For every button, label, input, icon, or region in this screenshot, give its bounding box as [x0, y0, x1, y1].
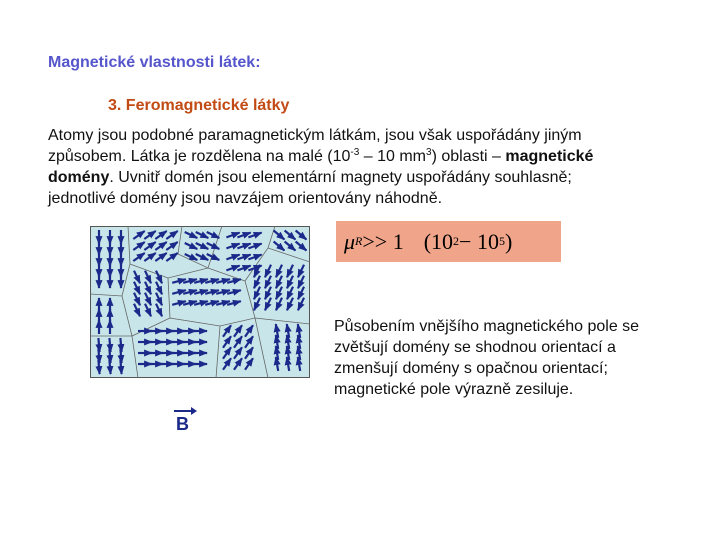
intro-exponent: -3 [350, 147, 360, 158]
field-effect-description [334, 316, 694, 400]
intro-text: . Uvnitř domén jsou elementární magnety uspořádány souhlasně; [109, 169, 572, 186]
intro-line-2 [48, 146, 688, 167]
desc-line-4: magnetické pole výrazně zesiluje. [334, 381, 574, 398]
slide-title: Magnetické vlastnosti látek: [48, 54, 261, 71]
desc-line-3: zmenšují domény s opačnou orientací; [334, 360, 608, 377]
formula-mu: μ [344, 228, 356, 254]
formula-subscript: R [355, 234, 363, 248]
intro-term: magnetické [505, 148, 594, 165]
intro-text: ) oblasti – [431, 148, 506, 165]
section-title: 3. Feromagnetické látky [108, 97, 290, 114]
elementary-magnet-arrow [98, 360, 99, 374]
field-vector-label [174, 410, 198, 438]
intro-text: – 10 mm [359, 148, 426, 165]
intro-line-3 [48, 167, 688, 188]
formula-relation: >> 1 [362, 228, 404, 254]
intro-exponent: 3 [426, 147, 432, 158]
formula-exponent: 5 [498, 234, 505, 248]
elementary-magnet-arrow [120, 360, 121, 374]
formula-exponent: 2 [453, 234, 460, 248]
desc-line-2: zvětšují domény se shodnou orientací a [334, 339, 616, 356]
permeability-formula [336, 221, 561, 262]
formula-range-open: (10 [423, 228, 454, 254]
intro-paragraph [48, 125, 688, 209]
desc-line-1: Působením vnějšího magnetického pole se [334, 318, 640, 335]
formula-range-mid: − 10 [459, 228, 499, 254]
intro-term: domény [48, 169, 110, 186]
intro-line-4: jednotlivé domény jsou navzájem orientovány náhodně. [48, 190, 443, 207]
formula-range-close: ) [504, 228, 513, 254]
intro-line-1: Atomy jsou podobné paramagnetickým látkám, jsou však uspořádány jiným [48, 127, 582, 144]
vector-arrowhead-icon [191, 407, 197, 415]
field-symbol: B [176, 414, 189, 434]
magnetic-domains-diagram [90, 226, 310, 378]
intro-text: způsobem. Látka je rozdělena na malé (10 [48, 148, 351, 165]
elementary-magnet-arrow [109, 360, 110, 374]
